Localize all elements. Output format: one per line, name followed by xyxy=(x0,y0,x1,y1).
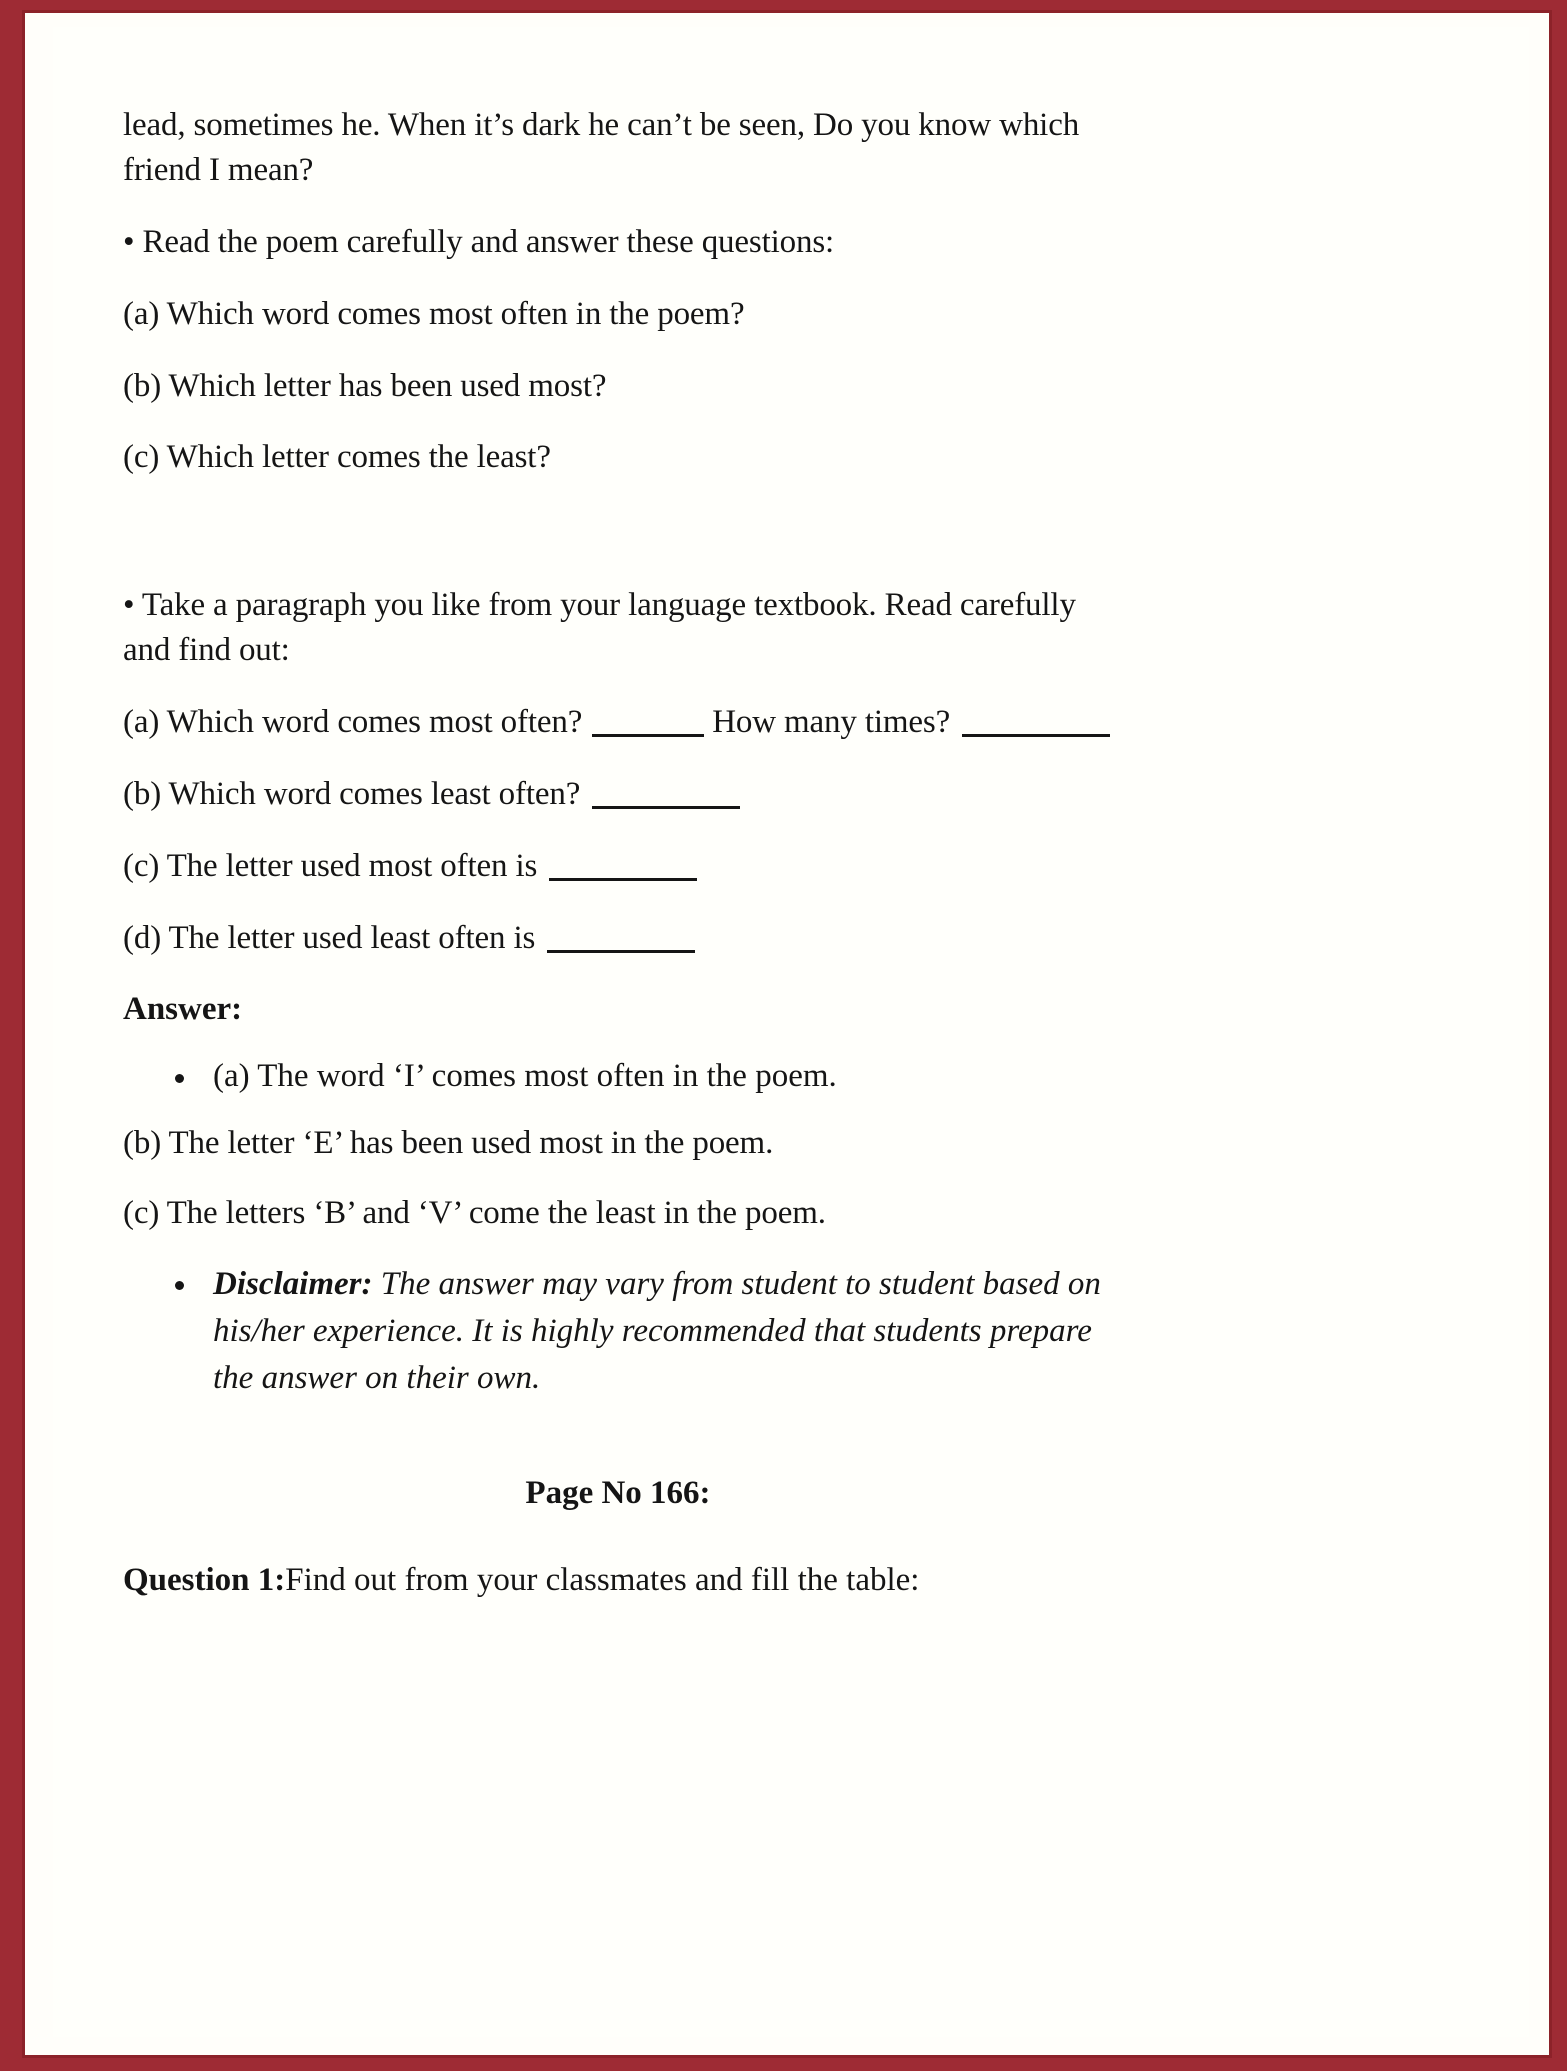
question-1-text: Find out from your classmates and fill the table: xyxy=(285,1562,920,1599)
question-1c: (c) Which letter comes the least? xyxy=(123,439,551,476)
answer-blank-2b[interactable] xyxy=(592,784,740,809)
question-2b xyxy=(123,772,1113,817)
answer-line-c: (c) The letters ‘B’ and ‘V’ come the least in the poem. xyxy=(123,1195,826,1232)
question-1-label: Question 1: xyxy=(123,1562,286,1599)
disclaimer-label: Disclaimer: xyxy=(213,1266,373,1303)
question-1-line xyxy=(123,1558,1113,1603)
answer-bullet-list xyxy=(123,1054,1113,1099)
document-inner-border xyxy=(22,10,1552,2058)
document-content xyxy=(123,103,1113,1603)
question-2c-prefix: (c) The letter used most often is xyxy=(123,847,538,884)
answer-heading: Answer: xyxy=(123,990,243,1027)
answer-blank-2a-times[interactable] xyxy=(962,712,1110,737)
question-2d-prefix: (d) The letter used least often is xyxy=(123,919,536,956)
question-2a-prefix: (a) Which word comes most often? xyxy=(123,704,583,740)
answer-blank-2d[interactable] xyxy=(547,928,695,953)
document-paper xyxy=(53,27,1529,2037)
disclaimer-list xyxy=(123,1261,1113,1402)
question-1b: (b) Which letter has been used most? xyxy=(123,367,607,404)
instruction-take-paragraph: • Take a paragraph you like from your language textbook. Read carefully and find out: xyxy=(123,587,1076,669)
question-1a: (a) Which word comes most often in the poem? xyxy=(123,295,745,332)
section-spacer xyxy=(123,507,1113,583)
page-number-heading: Page No 166: xyxy=(525,1474,711,1511)
disclaimer-item xyxy=(175,1261,1113,1402)
answer-bullet-a: (a) The word ‘I’ comes most often in the poem. xyxy=(175,1054,1113,1099)
poem-tail-paragraph: lead, sometimes he. When it’s dark he can’t be seen, Do you know which friend I mean? xyxy=(123,107,1080,188)
answer-blank-2c[interactable] xyxy=(549,856,697,881)
answer-blank-2a-word[interactable] xyxy=(592,712,704,737)
answer-line-b: (b) The letter ‘E’ has been used most in the poem. xyxy=(123,1125,774,1162)
question-2d xyxy=(123,916,1113,961)
question-2c xyxy=(123,844,1113,889)
instruction-read-poem: • Read the poem carefully and answer these questions: xyxy=(123,223,835,260)
question-2b-prefix: (b) Which word comes least often? xyxy=(123,775,581,812)
disclaimer-text: The answer may vary from student to student based on his/her experience. It is highly recommended that students prepare the answer on their own. xyxy=(213,1266,1101,1396)
question-2a xyxy=(123,700,1113,745)
question-2a-middle: How many times? xyxy=(712,704,951,740)
